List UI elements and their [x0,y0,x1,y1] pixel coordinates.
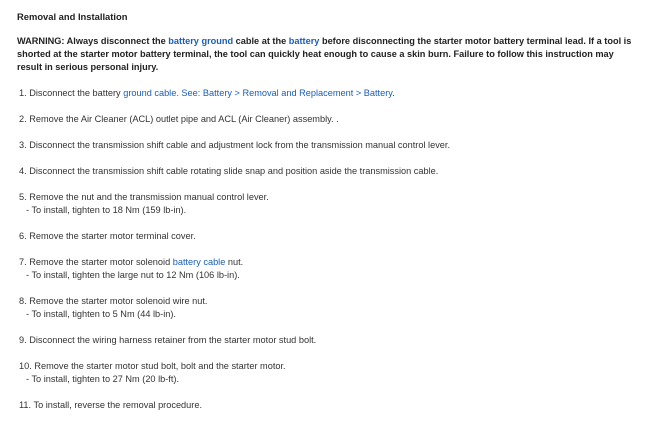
step-number: 3. [19,140,27,150]
step-number: 8. [19,296,27,306]
step-number: 1. [19,88,27,98]
step-text: To install, reverse the removal procedure. [33,400,202,410]
step-number: 4. [19,166,27,176]
step-number: 11. [19,400,32,410]
warning-mid: cable at the [233,36,289,46]
step-4 [19,165,639,191]
step-substep: - To install, tighten to 27 Nm (20 lb-ft). [26,374,180,384]
step-text: Remove the starter motor terminal cover. [29,231,196,241]
step-text: Remove the starter motor stud bolt, bolt and the starter motor. [34,361,286,371]
battery-cable-link[interactable]: battery cable [172,257,226,267]
step-text: Disconnect the battery [29,88,124,98]
step-text: Disconnect the transmission shift cable and adjustment lock from the transmission manual control lever. [29,140,451,150]
battery-link[interactable]: battery [288,36,320,46]
step-text-end: nut. [225,257,244,267]
step-1 [19,87,639,113]
ground-cable-link[interactable]: ground cable. See: Battery > Removal and Replacement > Battery [123,88,393,98]
battery-ground-link[interactable]: battery ground [168,36,234,46]
step-text-end: . [392,88,395,98]
step-number: 10. [19,361,32,371]
warning-prefix: WARNING: Always disconnect the [17,36,169,46]
step-number: 6. [19,231,27,241]
step-text: Disconnect the wiring harness retainer from the starter motor stud bolt. [29,335,317,345]
step-text: Remove the starter motor solenoid wire nut. [29,296,208,306]
step-9 [19,334,639,360]
step-5 [19,191,639,230]
step-substep: - To install, tighten to 5 Nm (44 lb-in). [26,309,176,319]
step-3 [19,139,639,165]
step-11 [19,399,639,425]
step-text: Remove the Air Cleaner (ACL) outlet pipe and ACL (Air Cleaner) assembly. . [29,114,339,124]
step-text: Remove the starter motor solenoid [29,257,173,267]
step-6 [19,230,639,256]
step-8 [19,295,639,334]
step-substep: - To install, tighten the large nut to 12 Nm (106 lb-in). [26,270,240,280]
step-substep: - To install, tighten to 18 Nm (159 lb-in). [26,205,187,215]
warning-paragraph [17,35,639,74]
step-2 [19,113,639,139]
step-number: 5. [19,192,27,202]
step-10 [19,360,639,399]
warning-rest: before disconnecting the starter motor battery terminal lead. If a tool is shorted at the starter motor battery terminal, the tool can quickly heat enough to cause a skin burn. Failure to follow this instruction may result in serious personal injury. [17,36,632,72]
step-text: Remove the nut and the transmission manual control lever. [29,192,269,202]
step-number: 9. [19,335,27,345]
step-text: Disconnect the transmission shift cable rotating slide snap and position aside the transmission cable. [29,166,439,176]
step-number: 7. [19,257,27,267]
procedure-steps [19,87,639,425]
section-title: Removal and Installation [17,11,128,22]
step-7 [19,256,639,295]
step-number: 2. [19,114,27,124]
